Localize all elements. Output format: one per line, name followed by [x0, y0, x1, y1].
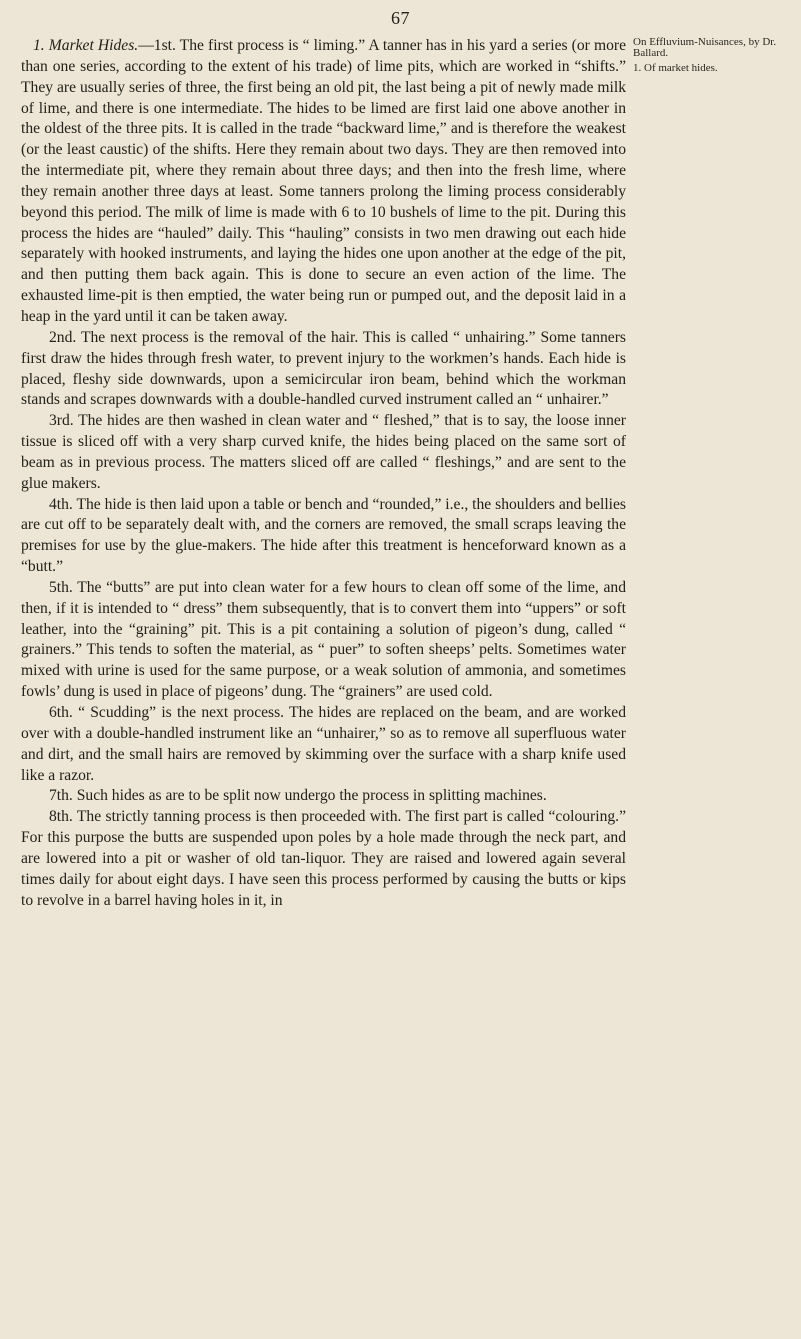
paragraph-text: 8th. The strictly tanning process is then proceeded with. The first part is called “colouring.” For this purpose the butts are suspended upon poles by a hole made through the neck part, and are lowered into a pit or washer of old tan-liquor. They are raised and lowered again several times daily for about eight days. I have seen this process performed by causing the butts or kips to revolve in a barrel having holes in it, in	[21, 808, 626, 909]
paragraph	[21, 703, 626, 786]
paragraph	[21, 807, 626, 911]
margin-note-section: 1. Of market hides.	[633, 61, 718, 74]
section-heading: 1. Market Hides.	[33, 37, 139, 54]
paragraph	[21, 578, 626, 703]
paragraph	[21, 36, 626, 328]
paragraph-text: 5th. The “butts” are put into clean water for a few hours to clean off some of the lime, and then, if it is intended to “ dress” them subsequently, that is to convert them into “uppers” or soft leather, into the “graining” pit. This is a pit containing a solution of pigeon’s dung, called “ grainers.” This tends to soften the material, as “ puer” to soften sheeps’ pelts. Sometimes water mixed with urine is used for the same purpose, or a weak solution of ammonia, and sometimes fowls’ dung is used in place of pigeons’ dung. The “grainers” are used cold.	[21, 578, 626, 701]
margin-notes	[633, 37, 793, 77]
paragraph	[21, 786, 626, 807]
page-number: 67	[391, 8, 410, 28]
paragraph-text: 2nd. The next process is the removal of the hair. This is called “ unhairing.” Some tanners first draw the hides through fresh water, to prevent injury to the workmen’s hands. Each hide is placed, fleshy side downwards, upon a semicircular iron beam, behind which the workman stands and scrapes downwards with a double-handled curved instrument called an “ unhairer.”	[21, 328, 626, 409]
body-text	[21, 36, 626, 911]
paragraph-text: —1st. The first process is “ liming.” A tanner has in his yard a series (or more than one series, according to the extent of his trade) of lime pits, which are worked in “shifts.” They are usually series of three, the first being an old pit, the last being a pit of newly made milk of lime, and there is one intermediate. The hides to be limed are first laid one above another in the oldest of the three pits. It is called in the trade “backward lime,” and is therefore the weakest (or the least caustic) of the shifts. Here they remain about two days. They are then removed into the intermediate pit, where they remain about three days; and then into the fresh lime, where they remain another three days at least. Some tanners prolong the liming process considerably beyond this period. The milk of lime is made with 6 to 10 bushels of lime to the pit. During this process the hides are “hauled” daily. This “hauling” consists in two men drawing out each hide separately with hooked instruments, and laying the hides one upon another at the edge of the pit, and then putting them back again. This is done to secure an even action of the lime. The exhausted lime-pit is then emptied, the water being run or pumped out, and the deposit laid in a heap in the yard until it can be taken away.	[21, 37, 626, 325]
paragraph	[21, 328, 626, 411]
paragraph-text: 7th. Such hides as are to be split now undergo the process in splitting machines.	[49, 787, 547, 805]
paragraph	[21, 411, 626, 494]
paragraph-text: 3rd. The hides are then washed in clean water and “ fleshed,” that is to say, the loose inner tissue is sliced off with a very sharp curved knife, the hides being placed on the same sort of beam as in previous process. The matters sliced off are called “ fleshings,” and are sent to the glue makers.	[21, 412, 626, 492]
paragraph-text: 6th. “ Scudding” is the next process. The hides are replaced on the beam, and are worked over with a double-handled instrument like an “unhairer,” so as to remove all superfluous water and dirt, and the small hairs are removed by skimming over the surface with a sharp knife used like a razor.	[21, 704, 626, 784]
paragraph-text: 4th. The hide is then laid upon a table or bench and “rounded,” i.e., the shoulders and bellies are cut off to be separately dealt with, and the corners are removed, the small scraps leaving the premises for use by the glue-makers. The hide after this treatment is henceforward known as a “butt.”	[21, 495, 626, 576]
margin-note-source: On Effluvium-Nuisances, by Dr. Ballard.	[633, 36, 777, 60]
paragraph	[21, 495, 626, 578]
